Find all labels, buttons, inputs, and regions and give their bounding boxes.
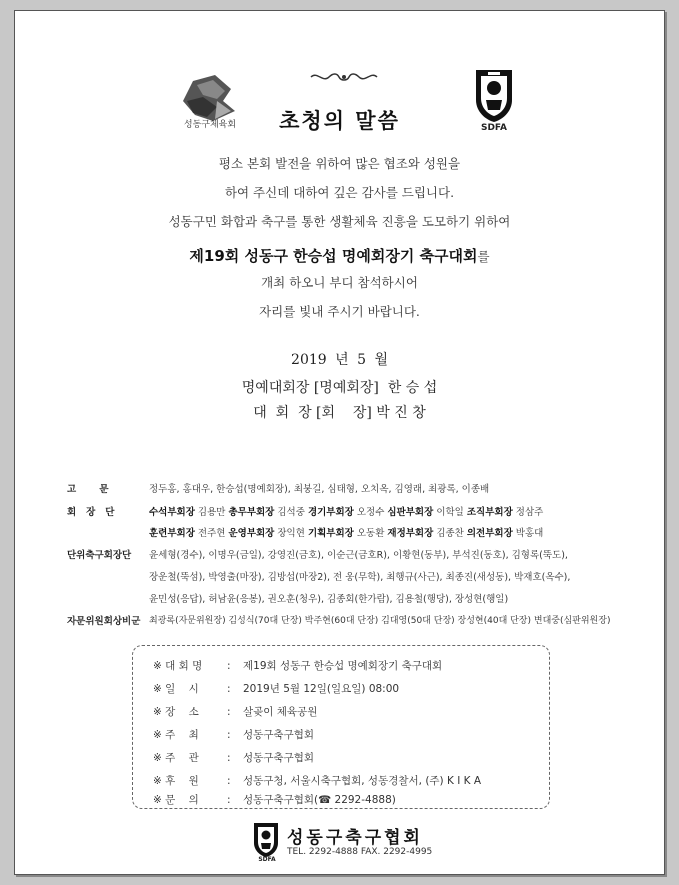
staff-row-club-heads: [67, 549, 647, 563]
staff-row-club-heads-3: [67, 593, 647, 607]
body-line: 자리를 빛내 주시기 바랍니다.: [259, 304, 420, 319]
info-row-event-name: [153, 658, 442, 673]
staff-label: 고 문: [67, 484, 109, 495]
staff-row-vice-presidents: [67, 506, 647, 520]
ornament-icon: [309, 69, 379, 85]
footer-emblem-text: SDFA: [258, 856, 276, 863]
info-colon: :: [227, 794, 231, 806]
staff-row-club-heads-2: [67, 571, 647, 585]
body-line: 평소 본회 발전을 위하여 많은 협조와 성원을: [218, 156, 461, 171]
info-value: 성동구축구협회: [243, 752, 315, 764]
body-line: 하여 주신데 대하여 깊은 감사를 드립니다.: [224, 185, 455, 200]
info-row-datetime: [153, 681, 399, 696]
signature-line: 명예대회장 [명예회장] 한 승 섭: [241, 380, 438, 396]
info-value: 성동구축구협회(☎ 2292-4888): [243, 794, 396, 806]
staff-value: 윤세형(경수), 이명우(금일), 강영진(금호), 이순근(금호R), 이황현(동부), 부석진(동호), 김형록(뚝도),: [149, 550, 568, 561]
association-emblem-text: SDFA: [480, 123, 508, 133]
info-key: ※ 주 최: [153, 729, 199, 741]
staff-value: 최광록(자문위원장) 김성식(70대 단장) 박주현(60대 단장) 김대영(50대 단장) 장성현(40대 단장) 변대중(심판위원장): [149, 616, 611, 626]
info-colon: :: [227, 775, 231, 787]
info-value: 제19회 성동구 한승섭 명예회장기 축구대회: [243, 660, 443, 672]
event-headline: [15, 245, 664, 266]
signature-line: 대 회 장 [회 장] 박 진 창: [253, 405, 426, 421]
staff-value: 윤민성(응답), 허남윤(응봉), 권오훈(청우), 김종회(한가람), 김용철(행당), 장성현(행일): [149, 594, 509, 605]
invitation-date: 2019 년 5 월: [291, 352, 388, 368]
info-row-venue: [153, 704, 317, 719]
event-headline-suffix: 를: [477, 249, 490, 264]
invitation-page: [14, 10, 665, 875]
staff-value: 수석부회장 김용만 총무부회장 김석중 경기부회장 오정수 심판부회장 이학일 조직부회장 정삼주: [149, 507, 544, 518]
info-key: ※ 일 시: [153, 683, 199, 695]
info-key: ※ 후 원: [153, 775, 199, 787]
info-row-organizer: [153, 750, 314, 765]
info-key: ※ 대 회 명: [153, 660, 203, 672]
staff-row-vice-presidents-2: [67, 527, 647, 541]
info-colon: :: [227, 683, 231, 695]
staff-label: 단위축구회장단: [67, 550, 132, 561]
event-info-box: [132, 645, 550, 809]
info-value: 2019년 5월 12일(일요일) 08:00: [243, 683, 400, 695]
info-row-sponsor: [153, 773, 481, 788]
info-colon: :: [227, 706, 231, 718]
info-value: 성동구청, 서울시축구협회, 성동경찰서, (주) K I K A: [243, 775, 482, 787]
info-row-inquiry: [153, 792, 396, 807]
district-sports-logo-text: 성동구체육회: [183, 120, 237, 130]
info-colon: :: [227, 660, 231, 672]
info-key: ※ 장 소: [153, 706, 199, 718]
association-emblem-icon: [472, 64, 516, 124]
info-row-host: [153, 727, 314, 742]
info-value: 성동구축구협회: [243, 729, 315, 741]
staff-row-advisory: [67, 615, 647, 629]
staff-label: 자문위원회상비군: [67, 616, 141, 627]
page-title: 초청의 말씀: [279, 108, 400, 133]
footer-association-name: 성동구축구협회: [287, 828, 423, 848]
info-key: ※ 주 관: [153, 752, 199, 764]
staff-label: 회 장 단: [67, 507, 115, 518]
staff-row-advisors: [67, 483, 647, 497]
info-value: 살곶이 체육공원: [243, 706, 318, 718]
footer-contact: TEL. 2292-4888 FAX. 2292-4995: [287, 847, 433, 857]
info-key: ※ 문 의: [153, 794, 199, 806]
body-line: 성동구민 화합과 축구를 통한 생활체육 진흥을 도모하기 위하여: [168, 214, 511, 229]
info-colon: :: [227, 752, 231, 764]
footer-emblem-icon: [251, 819, 281, 859]
body-line: 개최 하오니 부디 참석하시어: [261, 275, 418, 290]
event-headline-main: 제19회 성동구 한승섭 명예회장기 축구대회: [189, 247, 478, 265]
staff-value: 장운철(뚝섬), 박영출(마장), 김방섭(마장2), 전 웅(무학), 최행규(사근), 최종진(새성동), 박재호(옥수),: [149, 572, 571, 583]
staff-value: 정두홍, 홍대우, 한승섭(명예회장), 최붕길, 심태형, 오치옥, 김영래, 최광록, 이종배: [149, 484, 490, 495]
info-colon: :: [227, 729, 231, 741]
staff-value: 훈련부회장 전주현 운영부회장 장익현 기획부회장 오동환 재정부회장 김종찬 의전부회장 박홍대: [149, 528, 544, 539]
